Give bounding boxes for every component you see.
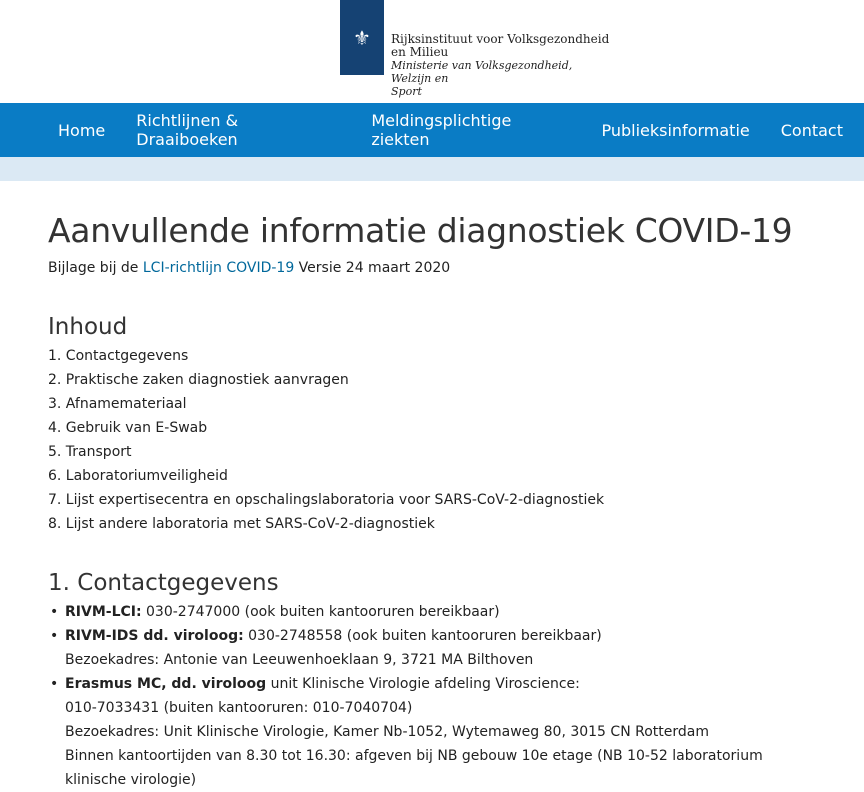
toc-item[interactable]: 4. Gebruik van E-Swab	[48, 420, 208, 436]
main-nav	[0, 103, 864, 157]
logo-line: en Milieu	[391, 45, 449, 59]
logo-text[interactable]	[391, 33, 611, 98]
contact-info: unit Klinische Virologie afdeling Viroscience:	[266, 676, 580, 692]
section-heading: 1. Contactgegevens	[48, 570, 279, 596]
contact-line: Binnen kantoortijden van 8.30 tot 16.30: afgeven bij NB gebouw 10e etage (NB 10-52 laboratorium klinische virologie)	[65, 748, 763, 788]
page-subtitle	[48, 260, 816, 276]
nav-meldingsplichtige-ziekten[interactable]: Meldingsplichtige ziekten	[371, 111, 512, 149]
contact-line: Bezoekadres: Antonie van Leeuwenhoeklaan 9, 3721 MA Bilthoven	[65, 652, 534, 668]
toc-item[interactable]: 2. Praktische zaken diagnostiek aanvragen	[48, 372, 349, 388]
toc-item[interactable]: 5. Transport	[48, 444, 132, 460]
list-item	[65, 600, 816, 624]
toc-item[interactable]: 7. Lijst expertisecentra en opschalingslaboratoria voor SARS-CoV-2-diagnostiek	[48, 492, 605, 508]
contact-list	[48, 600, 816, 792]
lci-richtlijn-link[interactable]: LCI-richtlijn COVID-19	[142, 260, 295, 276]
toc-item[interactable]: 8. Lijst andere laboratoria met SARS-CoV-2-diagnostiek	[48, 516, 435, 532]
toc-item[interactable]: 3. Afnamemateriaal	[48, 396, 187, 412]
coat-of-arms-logo[interactable]: ⚜	[340, 0, 384, 75]
contact-name: RIVM-IDS dd. viroloog:	[65, 628, 244, 644]
page-title: Aanvullende informatie diagnostiek COVID-19	[48, 211, 793, 250]
contact-line: 010-7033431 (buiten kantooruren: 010-7040704)	[65, 700, 413, 716]
site-header	[0, 0, 864, 103]
logo-line: Ministerie van Volksgezondheid, Welzijn en	[391, 59, 573, 85]
contact-info: 030-2748558 (ook buiten kantooruren bereikbaar)	[243, 628, 602, 644]
subtitle-text: Bijlage bij de	[48, 260, 143, 276]
logo-line: Sport	[391, 85, 422, 98]
nav-home[interactable]: Home	[58, 120, 106, 140]
contact-name: RIVM-LCI:	[65, 604, 142, 620]
toc-item[interactable]: 6. Laboratoriumveiligheid	[48, 468, 228, 484]
list-item	[65, 624, 816, 672]
contact-name: Erasmus MC, dd. viroloog	[65, 676, 267, 692]
contact-info: 030-2747000 (ook buiten kantooruren bereikbaar)	[141, 604, 500, 620]
subtitle-text: Versie 24 maart 2020	[294, 260, 451, 276]
logo-line: Rijksinstituut voor Volksgezondheid	[391, 32, 610, 46]
nav-contact[interactable]: Contact	[780, 120, 843, 140]
nav-richtlijnen[interactable]: Richtlijnen & Draaiboeken	[136, 111, 239, 149]
nav-publieksinformatie[interactable]: Publieksinformatie	[601, 120, 750, 140]
nav-band	[0, 157, 864, 181]
toc-heading: Inhoud	[48, 314, 128, 340]
main-content	[0, 211, 864, 792]
toc-item[interactable]: 1. Contactgegevens	[48, 348, 189, 364]
contact-line: Bezoekadres: Unit Klinische Virologie, Kamer Nb-1052, Wytemaweg 80, 3015 CN Rotterdam	[65, 724, 709, 740]
table-of-contents	[48, 344, 816, 536]
list-item	[65, 672, 816, 792]
